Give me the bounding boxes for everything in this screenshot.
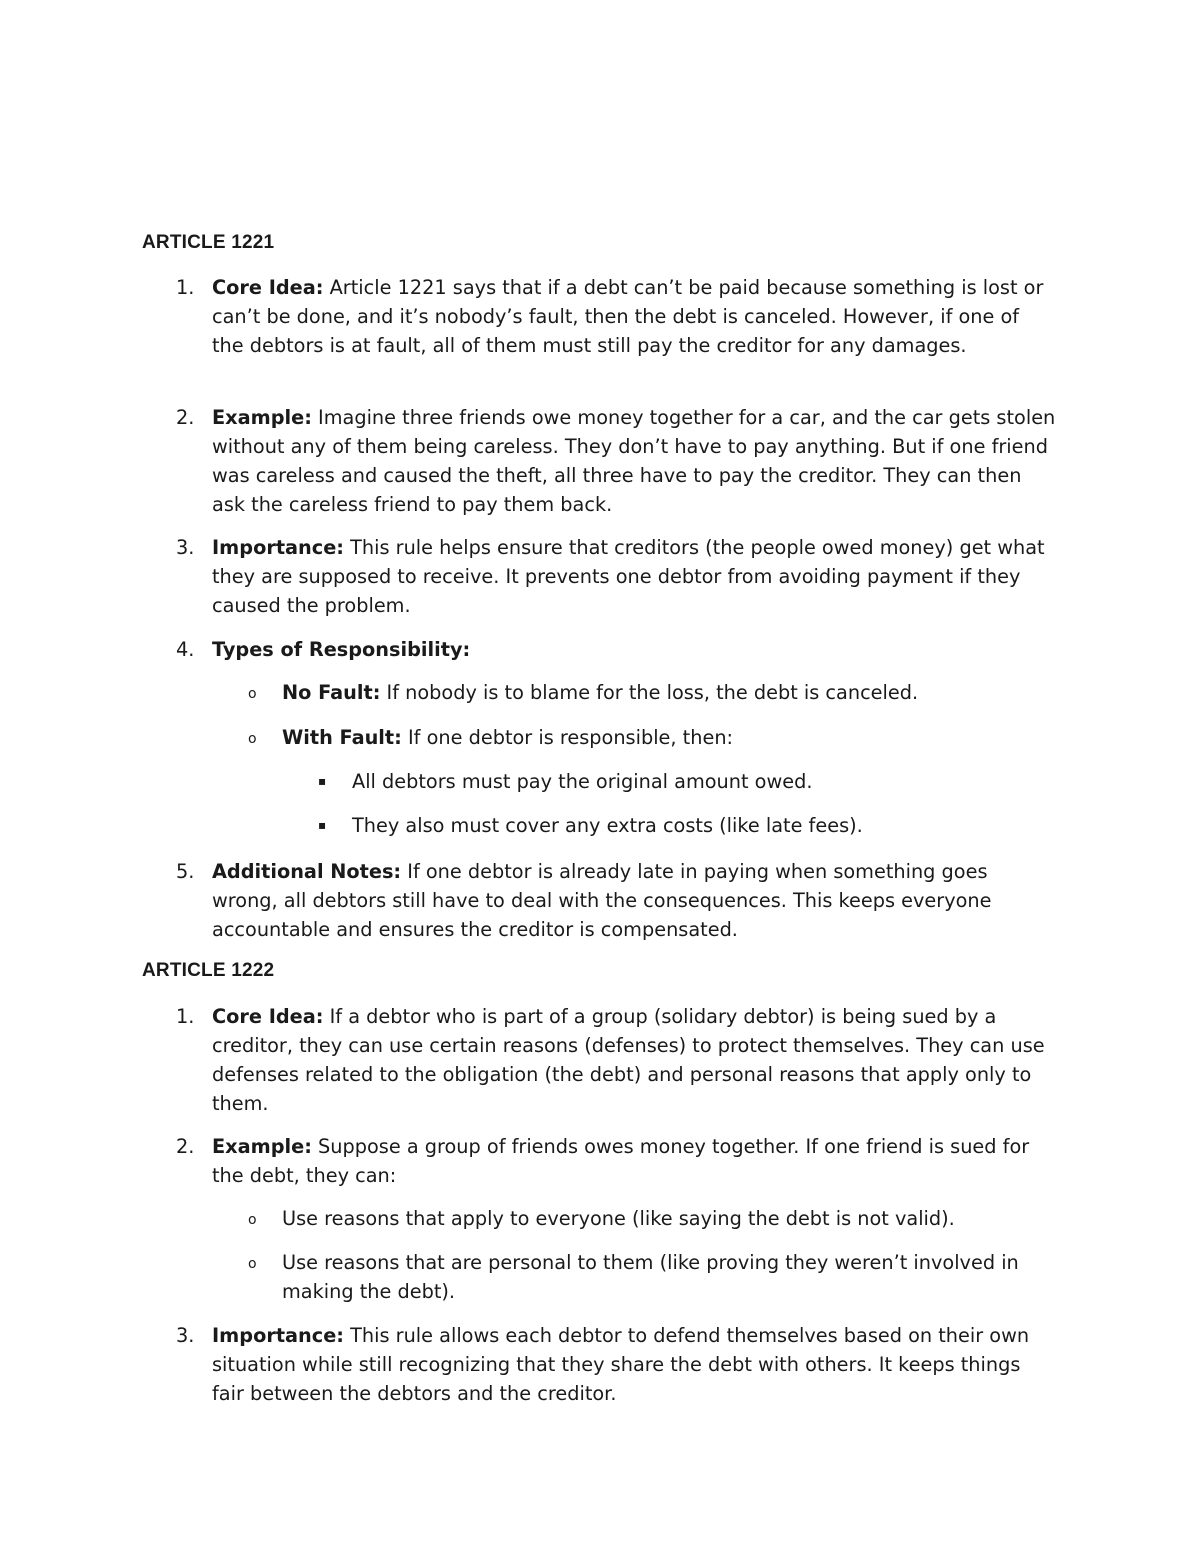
list-number: 2. xyxy=(176,1135,195,1158)
list-number: 3. xyxy=(176,1324,195,1347)
list-number: 2. xyxy=(176,406,195,429)
responsibility-no-fault xyxy=(248,678,1058,707)
item-text: If one debtor is responsible, then: xyxy=(401,726,734,749)
article-1221-item-2 xyxy=(176,403,1056,519)
article-1221-item-5 xyxy=(176,857,1056,944)
item-label: Additional Notes: xyxy=(212,860,402,883)
item-label: No Fault: xyxy=(282,681,381,704)
responsibility-with-fault xyxy=(248,723,1058,752)
point-text: They also must cover any extra costs (like late fees). xyxy=(352,814,863,837)
bullet-circle: o xyxy=(248,1256,257,1272)
list-number: 1. xyxy=(176,1005,195,1028)
article-1221-item-4 xyxy=(176,635,1056,664)
example-point-2 xyxy=(248,1248,1058,1306)
item-label: Example: xyxy=(212,406,312,429)
article-1222-heading: ARTICLE 1222 xyxy=(142,960,275,981)
item-text: If nobody is to blame for the loss, the debt is canceled. xyxy=(380,681,919,704)
article-1221-heading: ARTICLE 1221 xyxy=(142,232,275,253)
article-1221-item-1 xyxy=(176,273,1056,360)
item-label: Types of Responsibility: xyxy=(212,638,471,661)
item-text: Suppose a group of friends owes money together. If one friend is sued for the debt, they can: xyxy=(212,1135,1030,1187)
bullet-square: ▪ xyxy=(318,774,327,788)
list-number: 3. xyxy=(176,536,195,559)
item-label: Core Idea: xyxy=(212,1005,324,1028)
bullet-circle: o xyxy=(248,1212,257,1228)
list-number: 5. xyxy=(176,860,195,883)
point-text: Use reasons that are personal to them (like proving they weren’t involved in making the debt). xyxy=(282,1251,1019,1303)
item-label: Example: xyxy=(212,1135,312,1158)
with-fault-point-1 xyxy=(318,767,1058,796)
item-text: If a debtor who is part of a group (solidary debtor) is being sued by a creditor, they can use certain reasons (defenses) to protect themselves. They can use defenses related to the obligation (the debt) and personal reasons that apply only to them. xyxy=(212,1005,1045,1115)
bullet-circle: o xyxy=(248,731,257,747)
example-point-1 xyxy=(248,1204,1058,1233)
bullet-circle: o xyxy=(248,686,257,702)
point-text: Use reasons that apply to everyone (like saying the debt is not valid). xyxy=(282,1207,955,1230)
list-number: 4. xyxy=(176,638,195,661)
with-fault-point-2 xyxy=(318,811,1058,840)
bullet-square: ▪ xyxy=(318,818,327,832)
item-label: Importance: xyxy=(212,1324,344,1347)
item-text: If one debtor is already late in paying when something goes wrong, all debtors still have to deal with the consequences. This keeps everyone accountable and ensures the creditor is compensated. xyxy=(212,860,992,941)
item-label: Importance: xyxy=(212,536,344,559)
item-label: With Fault: xyxy=(282,726,402,749)
item-text: Article 1221 says that if a debt can’t be paid because something is lost or can’t be done, and it’s nobody’s fault, then the debt is canceled. However, if one of the debtors is at fault, all of them must still pay the creditor for any damages. xyxy=(212,276,1044,357)
item-label: Core Idea: xyxy=(212,276,324,299)
point-text: All debtors must pay the original amount owed. xyxy=(352,770,813,793)
item-text: This rule helps ensure that creditors (the people owed money) get what they are supposed to receive. It prevents one debtor from avoiding payment if they caused the problem. xyxy=(212,536,1045,617)
article-1222-item-2 xyxy=(176,1132,1056,1190)
item-text: Imagine three friends owe money together for a car, and the car gets stolen without any of them being careless. They don’t have to pay anything. But if one friend was careless and caused the theft, all three have to pay the creditor. They can then ask the careless friend to pay them back. xyxy=(212,406,1056,516)
article-1222-item-3 xyxy=(176,1321,1056,1408)
article-1222-item-1 xyxy=(176,1002,1056,1118)
item-text: This rule allows each debtor to defend themselves based on their own situation while still recognizing that they share the debt with others. It keeps things fair between the debtors and the creditor. xyxy=(212,1324,1030,1405)
article-1221-item-3 xyxy=(176,533,1056,620)
list-number: 1. xyxy=(176,276,195,299)
